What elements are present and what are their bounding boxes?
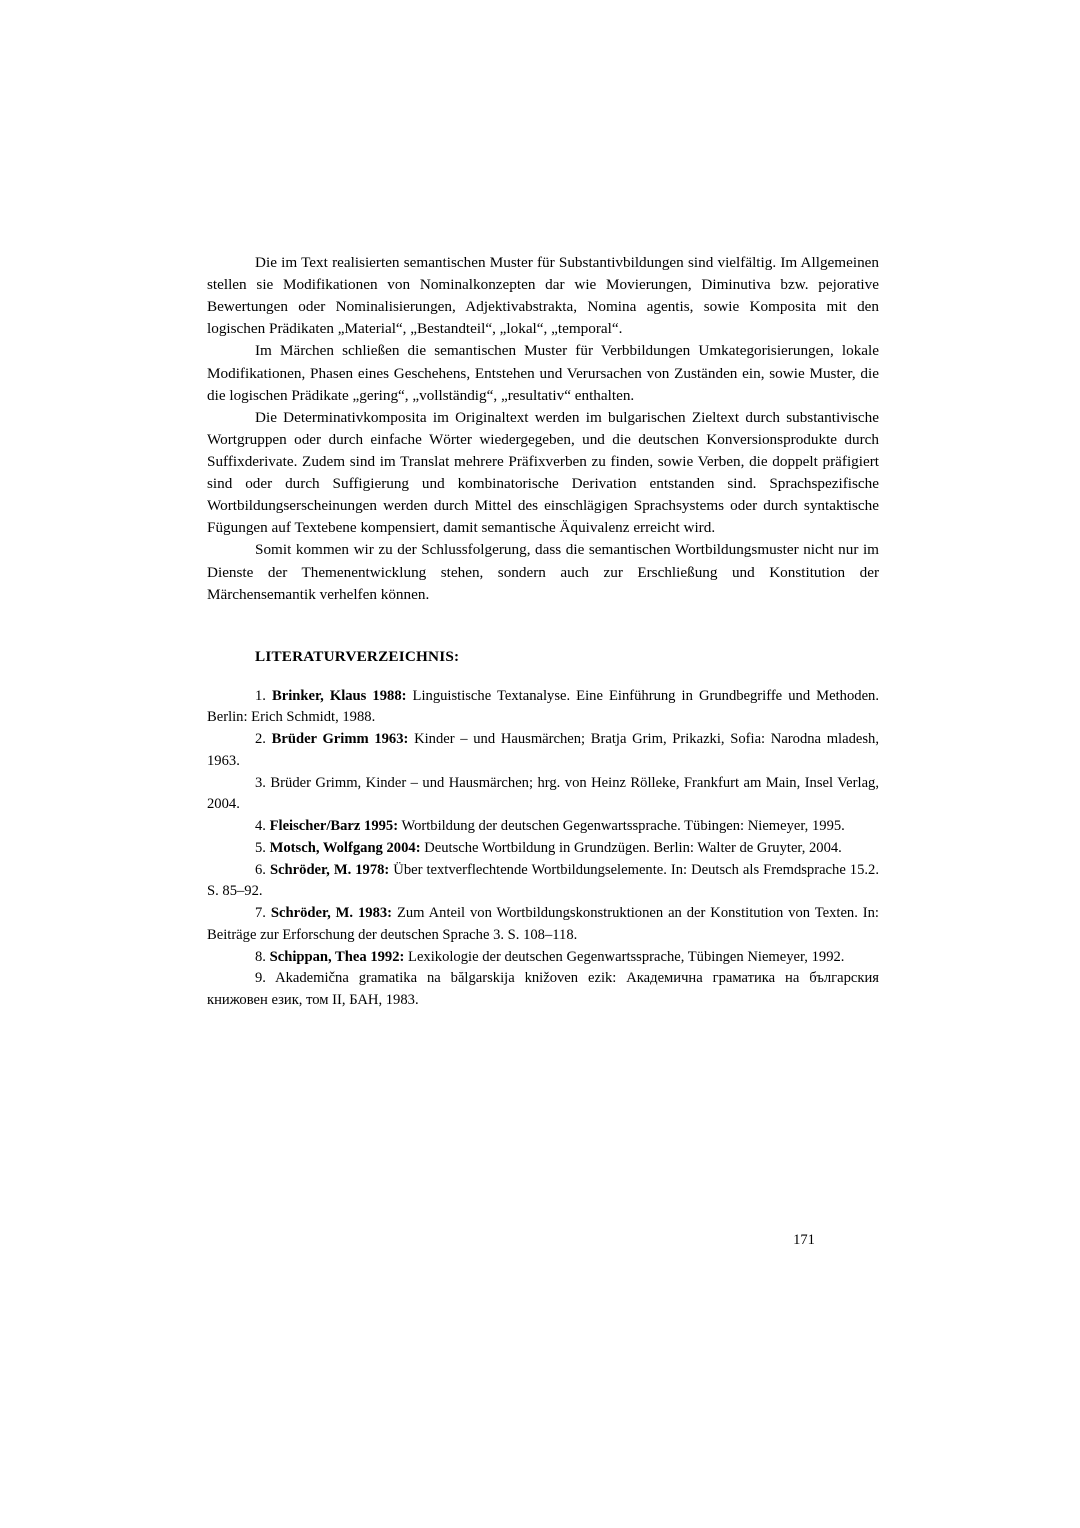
reference-number: 5.	[255, 839, 266, 856]
reference-number: 4.	[255, 818, 266, 835]
reference-author: Brüder Grimm 1963:	[271, 731, 409, 748]
body-paragraph: Im Märchen schließen die semantischen Muster für Verbbildungen Umkategorisierungen, lokale Modifikationen, Phasen eines Geschehens, Entstehen und Verursachen von Zuständen ein, sowie Muster, die die logischen Prädikate „gering“, „vollständig“, „resultativ“ enthalten.	[207, 342, 879, 404]
reference-author: Motsch, Wolfgang 2004:	[269, 839, 421, 856]
reference-author: Fleischer/Barz 1995:	[269, 818, 399, 835]
reference-item	[207, 838, 879, 860]
references-heading: LITERATURVERZEICHNIS:	[255, 647, 460, 665]
page-number-value: 171	[793, 1232, 815, 1248]
page-number	[0, 1232, 1080, 1249]
reference-author: Schröder, M. 1983:	[270, 905, 393, 922]
reference-item	[207, 816, 879, 838]
reference-text: Zum Anteil von Wortbildungskonstruktionen an der Konstitution von Texten. In: Beiträge zur Erforschung der deutschen Sprache 3. S. 108–118.	[207, 905, 879, 943]
reference-number: 3.	[255, 774, 266, 791]
reference-item	[207, 686, 879, 729]
reference-item	[207, 968, 879, 1011]
reference-text: Akademična gramatika na bălgarskija knižoven ezik: Академична граматика на българския книжовен език, том II, БАН, 1983.	[207, 970, 879, 1009]
reference-text: Kinder – und Hausmärchen; Bratja Grim, Prikazki, Sofia: Narodna mladesh, 1963.	[207, 731, 879, 769]
reference-author: Schröder, M. 1978:	[269, 861, 390, 878]
reference-item	[207, 903, 879, 946]
text-column	[207, 252, 879, 1012]
reference-item	[207, 860, 879, 903]
reference-text: Deutsche Wortbildung in Grundzügen. Berlin: Walter de Gruyter, 2004.	[420, 839, 842, 856]
reference-number: 8.	[255, 948, 266, 965]
reference-number: 7.	[255, 905, 266, 922]
reference-text: Wortbildung der deutschen Gegenwartssprache. Tübingen: Niemeyer, 1995.	[398, 818, 845, 835]
reference-text: Über textverflechtende Wortbildungselemente. In: Deutsch als Fremdsprache 15.2. S. 85–92.	[207, 861, 879, 900]
reference-number: 9.	[255, 970, 266, 987]
reference-number: 6.	[255, 861, 266, 878]
reference-text: Linguistische Textanalyse. Eine Einführung in Grundbegriffe und Methoden. Berlin: Erich Schmidt, 1988.	[207, 687, 880, 726]
reference-author: Schippan, Thea 1992:	[269, 948, 405, 965]
body-paragraph: Die Determinativkomposita im Originaltext werden im bulgarischen Zieltext durch substantivische Wortgruppen oder durch einfache Wörter wiedergegeben, und die deutschen Konversionsprodukte durch Suffixderivate. Zudem sind im Translat mehrere Präfixverben zu finden, sowie Verben, die doppelt präfigiert sind oder durch Suffigierung und kombinatorische Derivation entstanden sind. Sprachspezifische Wortbildungserscheinungen werden durch Mittel des einschlägigen Sprachsystems oder durch syntaktische Fügungen auf Textebene kompensiert, damit semantische Äquivalenz erreicht wird.	[207, 408, 879, 537]
body-paragraph: Somit kommen wir zu der Schlussfolgerung, dass die semantischen Wortbildungsmuster nicht nur im Dienste der Themenentwicklung stehen, sondern auch zur Erschließung und Konstitution der Märchensemantik verhelfen können.	[207, 541, 879, 603]
reference-number: 2.	[255, 731, 266, 748]
reference-item	[207, 947, 879, 969]
reference-item	[207, 729, 879, 772]
reference-item	[207, 773, 879, 816]
reference-text: Lexikologie der deutschen Gegenwartssprache, Tübingen Niemeyer, 1992.	[404, 948, 845, 965]
reference-number: 1.	[255, 687, 266, 704]
body-paragraph: Die im Text realisierten semantischen Muster für Substantivbildungen sind vielfältig. Im Allgemeinen stellen sie Modifikationen von Nominalkonzepten dar wie Movierungen, Diminutiva bzw. pejorative Bewertungen oder Nominalisierungen, Adjektivabstrakta, Nomina agentis, sowie Komposita mit den logischen Prädikaten „Material“, „Bestandteil“, „lokal“, „temporal“.	[207, 254, 879, 338]
reference-author: Brinker, Klaus 1988:	[272, 687, 407, 704]
reference-text: Brüder Grimm, Kinder – und Hausmärchen; hrg. von Heinz Rölleke, Frankfurt am Main, Insel Verlag, 2004.	[207, 774, 879, 813]
